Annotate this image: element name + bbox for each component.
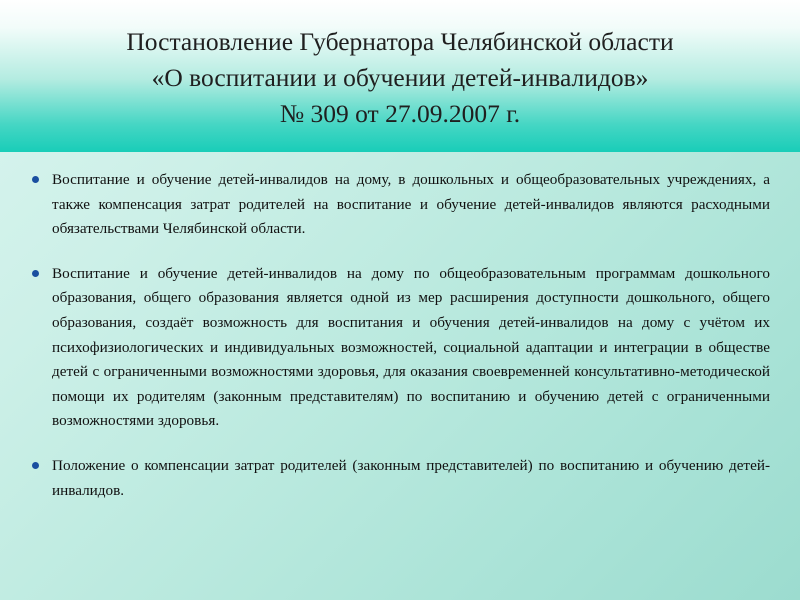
page-title [28,24,772,132]
title-line-3: № 309 от 27.09.2007 г. [279,99,521,128]
list-item [26,454,770,503]
slide-body [0,152,800,600]
list-item [26,262,770,434]
list-item-text: Воспитание и обучение детей-инвалидов на дому, в дошкольных и общеобразовательных учреждениях, а также компенсация затрат родителей на воспитание и обучение детей-инвалидов являются расходными обязательствами Челябинской области. [52,171,770,238]
bullet-dot-icon [32,176,39,183]
list-item-text: Положение о компенсации затрат родителей (законным представителей) по воспитанию и обучению детей-инвалидов. [52,456,770,499]
list-item [26,168,770,242]
list-item-text: Воспитание и обучение детей-инвалидов на дому по общеобразовательным программам дошкольного образования, общего образования является одной из мер расширения доступности дошкольного, общего образования, создаёт возможность для воспитания и обучения детей-инвалидов на дому с учётом их психофизиологических и индивидуальных возможностей, социальной адаптации и интеграции в обществе детей с ограниченными возможностями здоровья, для оказания своевременней консультативно-методической помощи их родителям (законным представителям) по воспитанию и обучению детей с ограниченными возможностями здоровья. [52,264,770,430]
title-line-1: Постановление Губернатора Челябинской области [126,27,674,56]
title-band [0,0,800,152]
bullet-dot-icon [32,270,39,277]
title-line-2: «О воспитании и обучении детей-инвалидов» [151,63,649,92]
bullet-dot-icon [32,462,39,469]
